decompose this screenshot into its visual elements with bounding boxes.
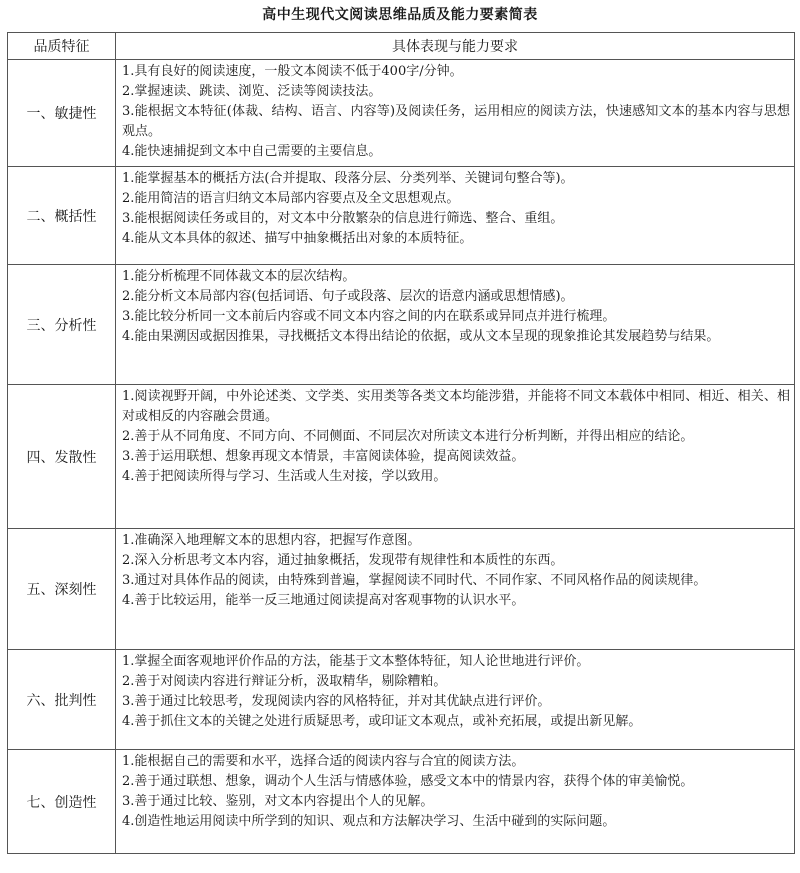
requirement-item: 1.能分析梳理不同体裁文本的层次结构。 (122, 269, 356, 284)
requirement-item: 4.创造性地运用阅读中所学到的知识、观点和方法解决学习、生活中碰到的实际问题。 (122, 814, 616, 829)
requirement-item: 1.准确深入地理解文本的思想内容，把握写作意图。 (122, 533, 421, 548)
table-header-row (8, 33, 795, 60)
trait-cell: 六、批判性 (8, 650, 116, 750)
requirement-item: 4.能由果溯因或据因推果，寻找概括文本得出结论的依据，或从文本呈现的现象推论其发展趋势与结果。 (122, 329, 720, 344)
requirements-cell (116, 265, 795, 385)
requirements-cell (116, 750, 795, 854)
requirement-item: 1.能掌握基本的概括方法(合并提取、段落分层、分类列举、关键词句整合等)。 (122, 171, 574, 186)
trait-cell: 二、概括性 (8, 167, 116, 265)
trait-cell: 五、深刻性 (8, 529, 116, 650)
requirements-cell (116, 60, 795, 167)
trait-cell: 四、发散性 (8, 385, 116, 529)
requirement-item: 3.能比较分析同一文本前后内容或不同文本内容之间的内在联系或异同点并进行梳理。 (122, 309, 616, 324)
requirements-cell (116, 385, 795, 529)
requirement-item: 1.具有良好的阅读速度，一般文本阅读不低于400字/分钟。 (122, 64, 463, 79)
requirement-item: 4.能快速捕捉到文本中自己需要的主要信息。 (122, 144, 382, 159)
table-row (8, 750, 795, 854)
table-row (8, 60, 795, 167)
trait-cell: 三、分析性 (8, 265, 116, 385)
trait-cell: 一、敏捷性 (8, 60, 116, 167)
requirement-item: 4.能从文本具体的叙述、描写中抽象概括出对象的本质特征。 (122, 231, 473, 246)
trait-cell: 七、创造性 (8, 750, 116, 854)
requirement-item: 2.善于对阅读内容进行辩证分析，汲取精华，剔除糟粕。 (122, 674, 447, 689)
requirement-item: 4.善于抓住文本的关键之处进行质疑思考，或印证文本观点，或补充拓展，或提出新见解。 (122, 714, 642, 729)
table-row (8, 167, 795, 265)
requirement-item: 3.善于通过比较、鉴别，对文本内容提出个人的见解。 (122, 794, 434, 809)
requirement-item: 3.善于运用联想、想象再现文本情景，丰富阅读体验，提高阅读效益。 (122, 449, 525, 464)
table-row (8, 529, 795, 650)
requirement-item: 3.能根据文本特征(体裁、结构、语言、内容等)及阅读任务，运用相应的阅读方法，快速感知文本的基本内容与思想观点。 (122, 104, 790, 139)
table-row (8, 650, 795, 750)
requirements-cell (116, 650, 795, 750)
requirement-item: 3.通过对具体作品的阅读，由特殊到普遍，掌握阅读不同时代、不同作家、不同风格作品的阅读规律。 (122, 573, 707, 588)
requirements-cell (116, 167, 795, 265)
requirement-item: 4.善于比较运用，能举一反三地通过阅读提高对客观事物的认识水平。 (122, 593, 525, 608)
requirements-cell (116, 529, 795, 650)
header-requirements: 具体表现与能力要求 (116, 33, 795, 60)
requirement-item: 3.能根据阅读任务或目的，对文本中分散繁杂的信息进行筛选、整合、重组。 (122, 211, 564, 226)
requirement-item: 2.善于从不同角度、不同方向、不同侧面、不同层次对所读文本进行分析判断，并得出相应的结论。 (122, 429, 694, 444)
requirement-item: 2.深入分析思考文本内容，通过抽象概括，发现带有规律性和本质性的东西。 (122, 553, 564, 568)
requirement-item: 1.阅读视野开阔，中外论述类、文学类、实用类等各类文本均能涉猎，并能将不同文本载体中相同、相近、相关、相对或相反的内容融会贯通。 (122, 389, 790, 424)
feature-table (7, 32, 795, 854)
requirement-item: 3.善于通过比较思考，发现阅读内容的风格特征，并对其优缺点进行评价。 (122, 694, 551, 709)
table-row (8, 265, 795, 385)
requirement-item: 2.能分析文本局部内容(包括词语、句子或段落、层次的语意内涵或思想情感)。 (122, 289, 574, 304)
requirement-item: 2.善于通过联想、想象，调动个人生活与情感体验，感受文本中的情景内容，获得个体的审美愉悦。 (122, 774, 694, 789)
requirement-item: 2.掌握速读、跳读、浏览、泛读等阅读技法。 (122, 84, 382, 99)
table-row (8, 385, 795, 529)
requirement-item: 2.能用简洁的语言归纳文本局部内容要点及全文思想观点。 (122, 191, 460, 206)
document-title: 高中生现代文阅读思维品质及能力要素简表 (262, 7, 538, 23)
requirement-item: 1.掌握全面客观地评价作品的方法，能基于文本整体特征，知人论世地进行评价。 (122, 654, 590, 669)
requirement-item: 4.善于把阅读所得与学习、生活或人生对接，学以致用。 (122, 469, 447, 484)
header-trait: 品质特征 (8, 33, 116, 60)
requirement-item: 1.能根据自己的需要和水平，选择合适的阅读内容与合宜的阅读方法。 (122, 754, 525, 769)
